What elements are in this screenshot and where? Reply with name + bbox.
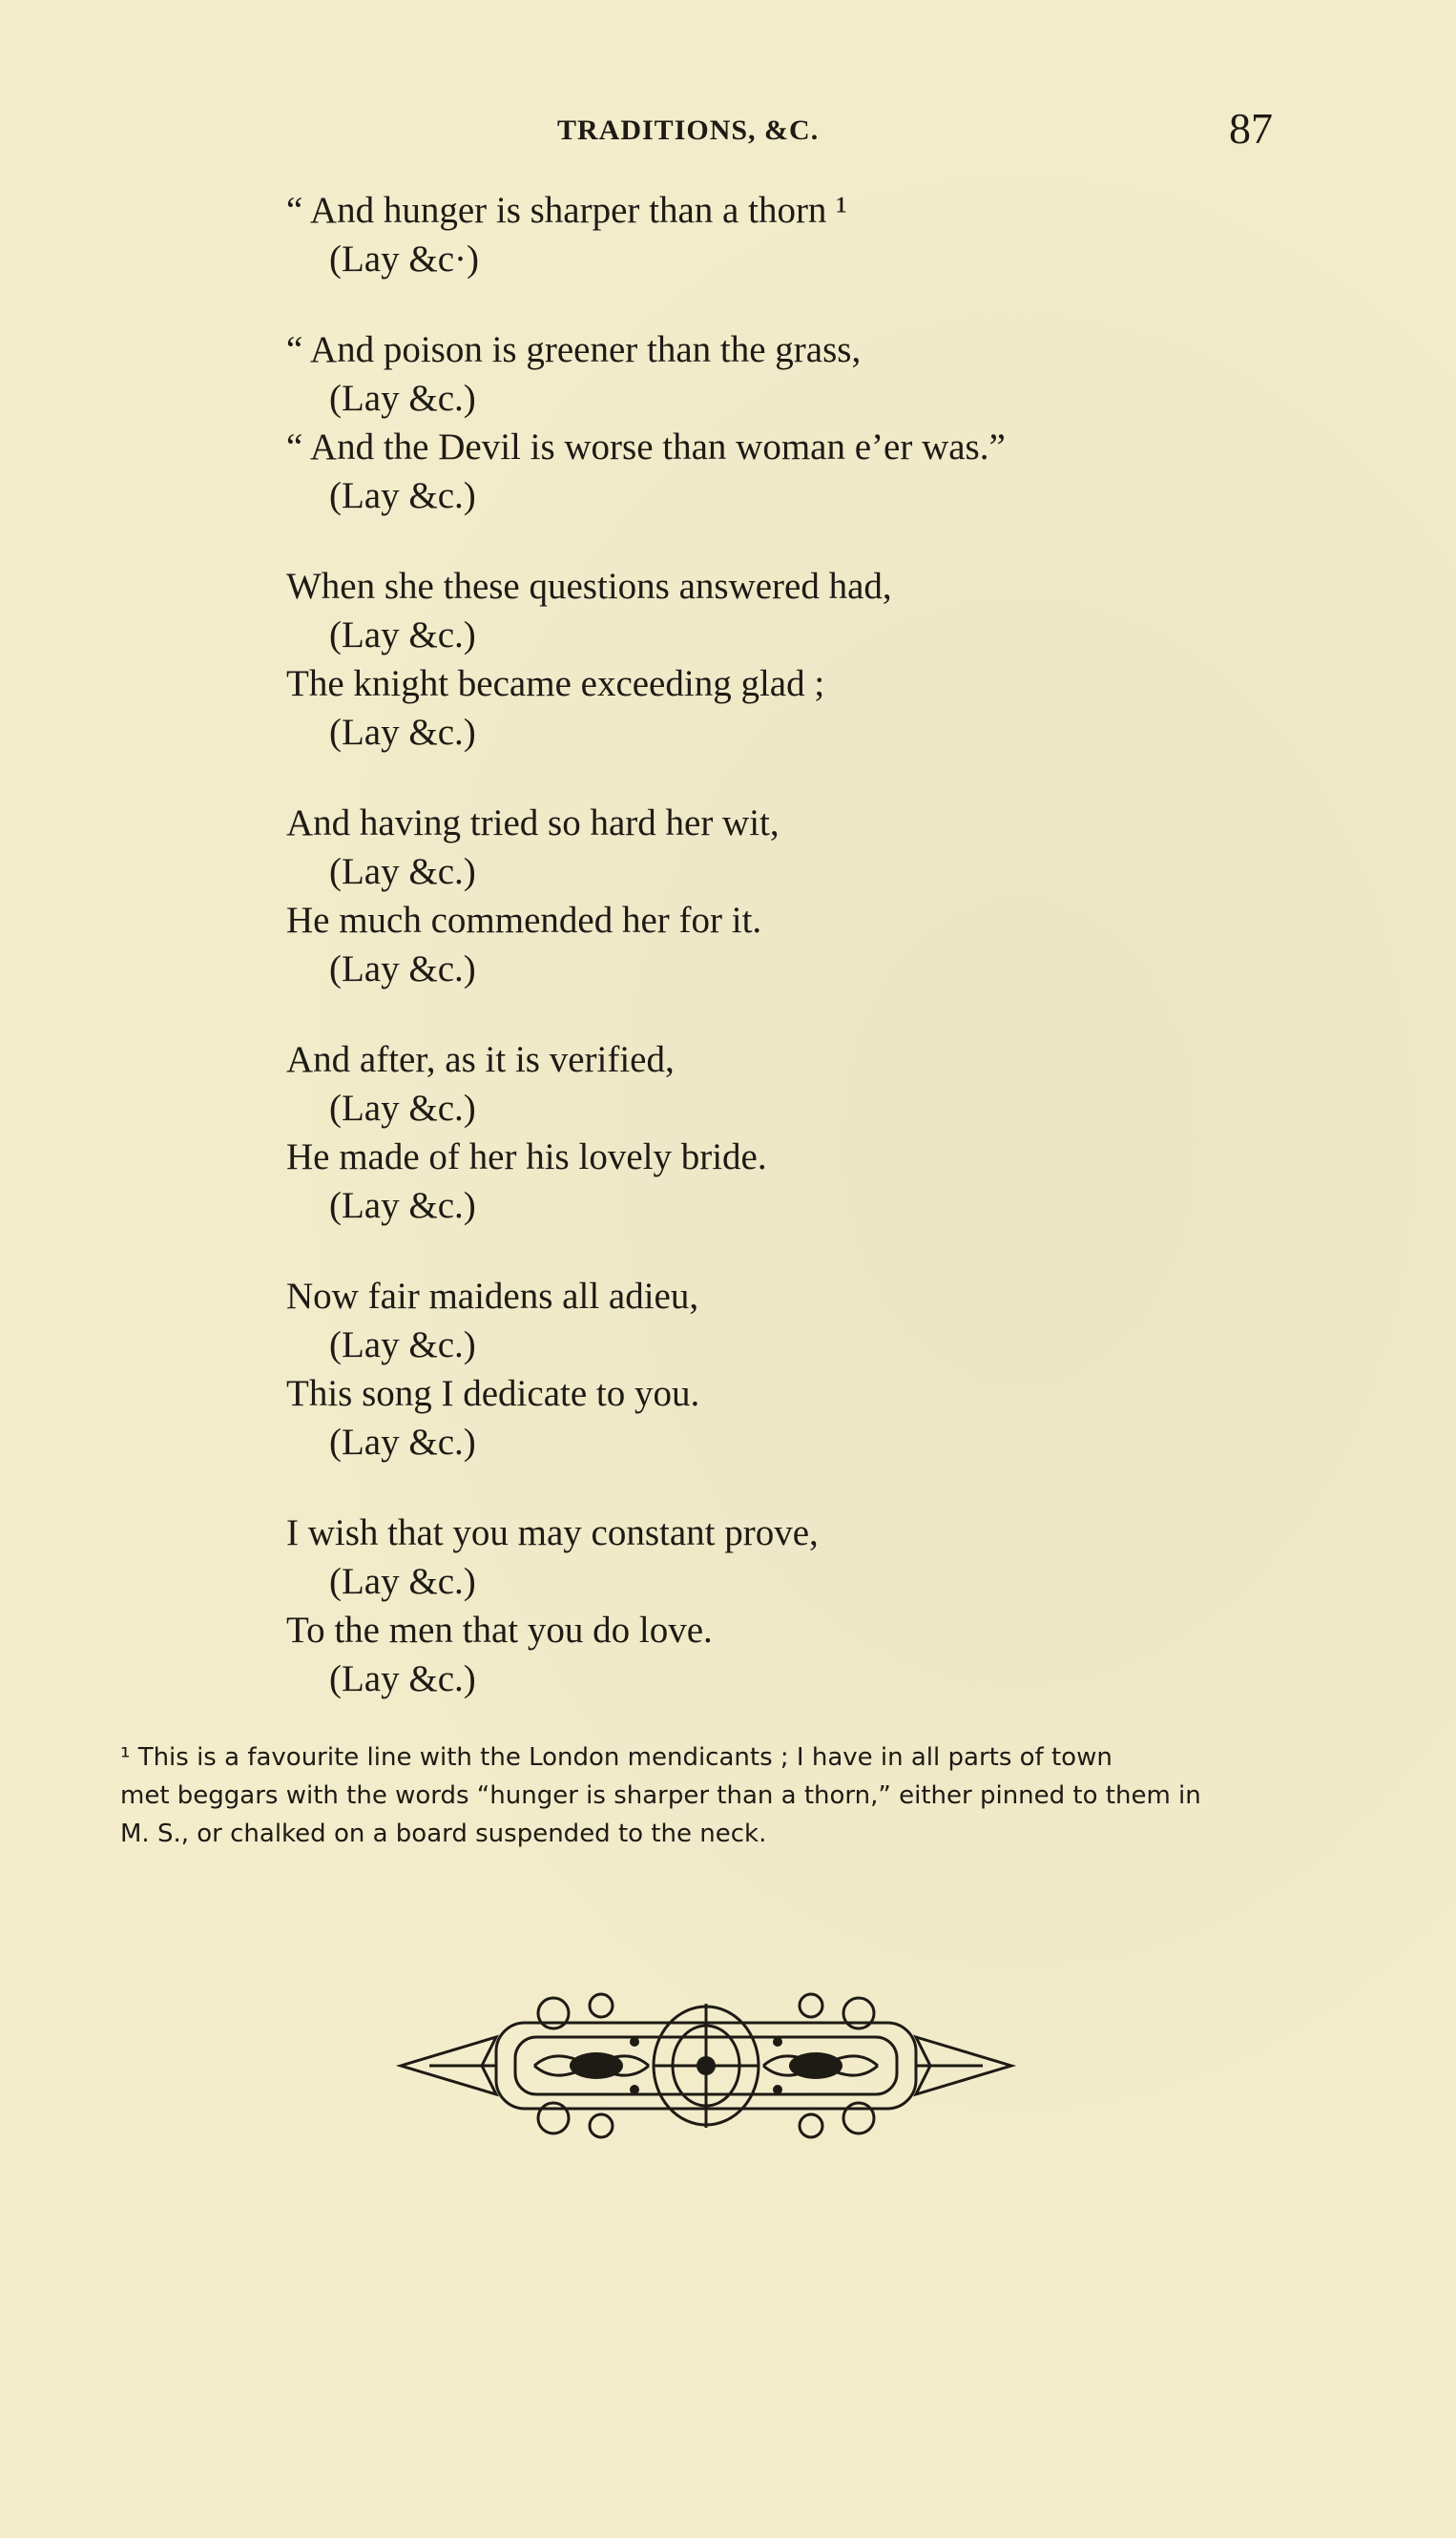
poem-line: “ And poison is greener than the grass, — [286, 329, 862, 370]
poem-refrain: (Lay &c.) — [329, 1561, 476, 1602]
running-head: TRADITIONS, &C. — [557, 114, 820, 146]
poem-line: “ And the Devil is worse than woman e’er was.” — [286, 426, 1006, 468]
footnote-line: M. S., or chalked on a board suspended to the neck. — [120, 1820, 767, 1848]
poem-refrain: (Lay &c·) — [329, 239, 479, 280]
poem-refrain: (Lay &c.) — [329, 614, 476, 655]
page-header — [0, 103, 1456, 160]
poem-refrain: (Lay &c.) — [329, 1658, 476, 1699]
poem-refrain: (Lay &c.) — [329, 475, 476, 516]
poem — [286, 186, 1240, 1703]
poem-line: I wish that you may constant prove, — [286, 1512, 819, 1553]
footnote-line: met beggars with the words “hunger is sharper than a thorn,” either pinned to them in — [120, 1781, 1201, 1810]
poem-line: To the men that you do love. — [286, 1610, 713, 1651]
poem-refrain: (Lay &c.) — [329, 1422, 476, 1463]
footnote-line: ¹ This is a favourite line with the London mendicants ; I have in all parts of town — [120, 1743, 1113, 1772]
poem-refrain: (Lay &c.) — [329, 948, 476, 989]
poem-refrain: (Lay &c.) — [329, 851, 476, 892]
poem-refrain: (Lay &c.) — [329, 378, 476, 419]
footnote — [120, 1738, 1294, 1853]
poem-line: And having tried so hard her wit, — [286, 802, 780, 843]
page-number: 87 — [1229, 104, 1273, 153]
poem-line: “ And hunger is sharper than a thorn ¹ — [286, 190, 847, 231]
decorative-ornament-icon — [391, 1985, 1021, 2147]
poem-refrain: (Lay &c.) — [329, 1088, 476, 1129]
poem-refrain: (Lay &c.) — [329, 712, 476, 753]
poem-line: Now fair maidens all adieu, — [286, 1276, 699, 1317]
poem-line: This song I dedicate to you. — [286, 1373, 700, 1414]
poem-line: And after, as it is verified, — [286, 1039, 675, 1080]
poem-line: He made of her his lovely bride. — [286, 1136, 767, 1177]
poem-line: He much commended her for it. — [286, 900, 762, 941]
poem-refrain: (Lay &c.) — [329, 1324, 476, 1365]
poem-line: When she these questions answered had, — [286, 566, 892, 607]
poem-line: The knight became exceeding glad ; — [286, 663, 825, 704]
poem-refrain: (Lay &c.) — [329, 1185, 476, 1226]
